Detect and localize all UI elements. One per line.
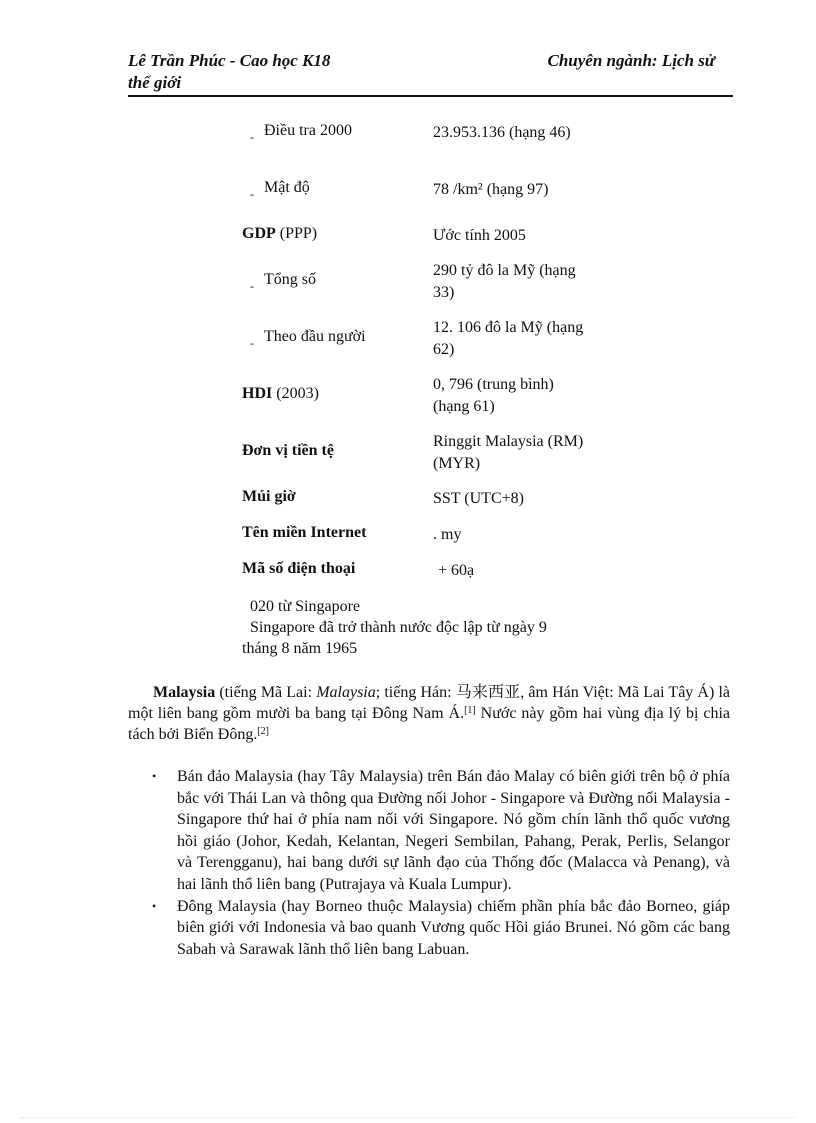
dash-marker: - — [250, 130, 254, 144]
bullet-icon: • — [152, 769, 157, 783]
specialization-continuation: thế giới — [128, 73, 182, 92]
info-label: Tên miền Internet — [242, 524, 367, 541]
info-value: 290 tỷ đô la Mỹ (hạng 33) — [433, 262, 576, 301]
bullet-icon: • — [152, 898, 157, 913]
specialization: Chuyên ngành: Lịch sử — [547, 51, 715, 70]
list-item — [152, 766, 730, 896]
footnote-line: tháng 8 năm 1965 — [242, 640, 358, 657]
list-item-text: Đông Malaysia (hay Borneo thuộc Malaysia) chiếm phần phía bắc đảo Borneo, giáp biên giới với Indonesia và bao quanh Vương quốc Hồi giáo Brunei. Nó gồm các bang Sabah và Sarawak lãnh thổ liên bang Labuan. — [177, 897, 730, 958]
info-label: GDP (PPP) — [242, 225, 318, 242]
info-label: Điều tra 2000 — [264, 122, 352, 139]
author-course: Lê Trần Phúc - Cao học K18 — [128, 51, 331, 70]
info-value: 0, 796 (trung bình) (hạng 61) — [433, 376, 554, 415]
bold-term: Malaysia — [153, 684, 216, 701]
region-list — [152, 766, 730, 960]
info-value: 12. 106 đô la Mỹ (hạng 62) — [433, 319, 584, 358]
list-item-text: Bán đảo Malaysia (hay Tây Malaysia) trên Bán đảo Malay có biên giới trên bộ ở phía bắc với Thái Lan và thông qua Đường nối Johor - Singapore và Đường nối Malaysia - Singapore thứ hai ở phía nam nối với Singapore. Nó gồm chín lãnh thổ quốc vương hồi giáo (Johor, Kedah, Kelantan, Negeri Sembilan, Pahang, Perak, Perlis, Selangor và Terengganu), hai bang dưới sự lãnh đạo của Thống đốc (Malacca và Penang), và hai lãnh thổ liên bang (Putrajaya và Kuala Lumpur). — [177, 768, 730, 893]
info-value: SST (UTC+8) — [433, 490, 524, 507]
info-value: 78 /km² (hạng 97) — [433, 181, 549, 198]
info-value: . my — [433, 526, 462, 543]
intro-paragraph: Malaysia (tiếng Mã Lai: Malaysia; tiếng Hán: 马来西亚, âm Hán Việt: Mã Lai Tây Á) là một liên bang gồm mười ba bang tại Đông Nam Á.[1] Nước này gồm hai vùng địa lý bị chia tách bởi Biển Đông.[2] — [128, 684, 731, 743]
dash-marker: - — [250, 187, 254, 201]
dash-marker: - — [250, 279, 254, 293]
info-value: Ringgit Malaysia (RM) (MYR) — [433, 433, 584, 472]
footnote-line: Singapore đã trở thành nước độc lập từ ngày 9 — [250, 619, 547, 636]
info-value: Ước tính 2005 — [433, 227, 526, 244]
info-label: Mã số điện thoại — [242, 560, 356, 577]
info-label: Tổng số — [264, 271, 316, 288]
malay-name: Malaysia — [316, 684, 376, 701]
footnote-line: 020 từ Singapore — [250, 598, 360, 615]
info-label: HDI (2003) — [242, 385, 319, 402]
info-label: Mật độ — [264, 179, 310, 196]
header-rule — [128, 95, 733, 97]
list-item — [152, 896, 730, 961]
reference-link[interactable]: [2] — [257, 726, 269, 737]
info-label: Đơn vị tiền tệ — [242, 442, 334, 459]
han-name: 马来西亚 — [455, 684, 521, 701]
footer-divider — [20, 1117, 796, 1118]
footnote-block — [242, 596, 622, 659]
info-label: Múi giờ — [242, 488, 296, 505]
info-label: Theo đầu người — [264, 328, 366, 345]
reference-link[interactable]: [1] — [464, 705, 476, 716]
info-value: 23.953.136 (hạng 46) — [433, 124, 571, 141]
info-value: + 60ạ — [438, 562, 475, 579]
dash-marker: - — [250, 336, 254, 350]
